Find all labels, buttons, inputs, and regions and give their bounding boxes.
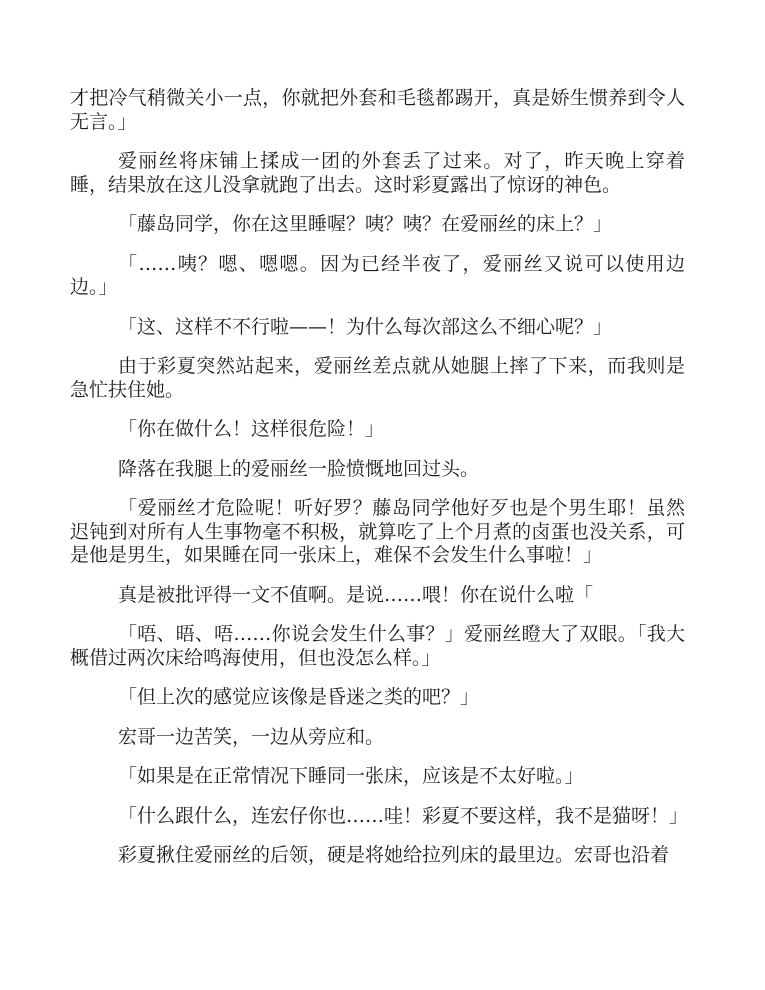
paragraph: 「爱丽丝才危险呢！听好罗？藤岛同学他好歹也是个男生耶！虽然迟钝到对所有人生事物毫不积极，就算吃了上个月煮的卤蛋也没关系，可是他是男生，如果睡在同一张床上，难保不会发生什么事啦！」: [70, 497, 685, 566]
paragraph: 真是被批评得一文不值啊。是说……喂！你在说什么啦「: [118, 583, 594, 606]
paragraph: 宏哥一边苦笑，一边从旁应和。: [118, 725, 385, 748]
text-block: [70, 87, 689, 868]
paragraph: 降落在我腿上的爱丽丝一脸愤慨地回过头。: [118, 457, 480, 480]
paragraph: 「……咦？嗯、嗯嗯。因为已经半夜了，爱丽丝又说可以使用边边。」: [70, 252, 685, 298]
paragraph: 彩夏揪住爱丽丝的后领，硬是将她给拉列床的最里边。宏哥也沿着: [118, 844, 670, 866]
paragraph: 由于彩夏突然站起来，爱丽丝差点就从她腿上摔了下来，而我则是急忙扶住她。: [70, 355, 685, 401]
paragraph: 「这、这样不不行啦——！为什么每次部这么不细心呢？」: [118, 315, 613, 338]
paragraph: 「唔、晤、唔……你说会发生什么事？」爱丽丝瞪大了双眼。「我大概借过两次床给鸣海使用，但也没怎么样。」: [70, 623, 685, 669]
paragraph: 「但上次的感觉应该像是昏迷之类的吧？」: [118, 686, 480, 708]
paragraph: 爱丽丝将床铺上揉成一团的外套丢了过来。对了，昨天晚上穿着睡，结果放在这儿没拿就跑了出去。这时彩夏露出了惊讶的神色。: [70, 150, 685, 196]
paragraph: 「如果是在正常情况下睡同一张床，应该是不太好啦。」: [118, 765, 584, 787]
paragraph: 「藤岛同学，你在这里睡喔？咦？咦？在爱丽丝的床上？」: [118, 213, 613, 235]
paragraph: 才把冷气稍微关小一点，你就把外套和毛毯都踢开，真是娇生惯养到令人无言。」: [70, 87, 685, 133]
paragraph: 「什么跟什么，连宏仔你也……哇！彩夏不要这样，我不是猫呀！」: [118, 804, 689, 827]
paragraph: 「你在做什么！这样很危险！」: [118, 418, 385, 440]
